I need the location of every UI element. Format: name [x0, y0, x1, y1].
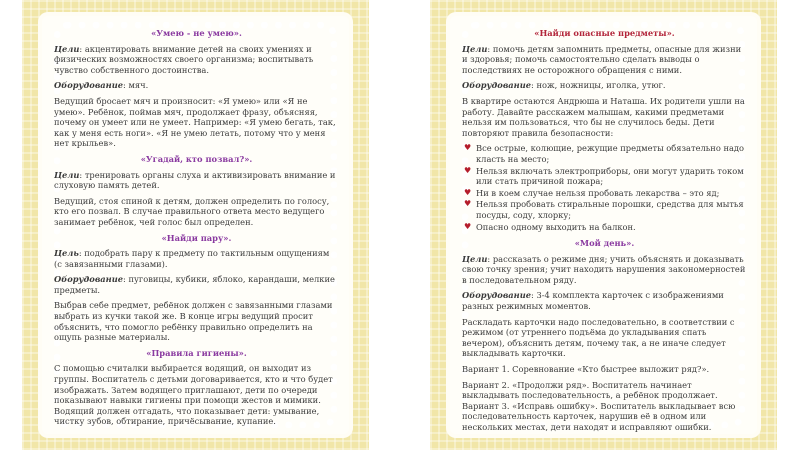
- body-paragraph: Вариант 1. Соревнование «Кто быстрее выложит ряд?».: [462, 364, 710, 375]
- equipment-paragraph: [462, 80, 747, 91]
- goal-label: Цели: [54, 169, 80, 180]
- list-item: [462, 143, 747, 164]
- section-title: «Найди опасные предметы».: [534, 28, 675, 38]
- goal-text: : подобрать пару к предмету по тактильным ощущениям (с завязанными глазами).: [54, 248, 330, 269]
- right-card: [430, 0, 777, 450]
- left-paper: [42, 16, 349, 434]
- goal-label: Цели: [54, 43, 80, 54]
- goal-paragraph: [54, 170, 339, 191]
- goal-paragraph: [462, 254, 747, 286]
- section-title: «Найди пару».: [161, 232, 232, 243]
- equipment-label: Оборудование: [54, 80, 124, 91]
- heart-icon: ♥: [464, 221, 472, 231]
- equipment-paragraph: [462, 290, 747, 311]
- list-item: [462, 166, 747, 187]
- goal-label: Цель: [54, 248, 79, 259]
- equipment-text: : нож, ножницы, иголка, утюг.: [531, 80, 666, 91]
- goal-text: : акцентировать внимание детей на своих умениях и физических возможностях своего организма; воспитывать чувство собственного достоинства.: [54, 43, 314, 75]
- equipment-text: : 3-4 комплекта карточек с изображениями разных режимных моментов.: [462, 290, 724, 312]
- heart-icon: ♥: [464, 187, 472, 197]
- goal-paragraph: [54, 248, 339, 269]
- goal-text: : тренировать органы слуха и активизировать внимание и слуховую память детей.: [54, 169, 336, 191]
- equipment-label: Оборудование: [462, 290, 532, 301]
- left-content: [54, 28, 339, 427]
- equipment-paragraph: [54, 274, 339, 295]
- right-paper: [450, 16, 757, 434]
- equipment-paragraph: [54, 80, 339, 91]
- list-item: [462, 222, 747, 233]
- goal-label: Цели: [462, 43, 488, 54]
- body-paragraph: Раскладать карточки надо последовательно, в соответствии с режимом (от утреннего подъёма до укладывания спать вечером), объяснить детям, почему так, а не иначе следует выкладывать карточки.: [462, 316, 735, 359]
- intro-paragraph: В квартире остаются Андрюша и Наташа. Их родители ушли на работу. Давайте расскажем малышам, какими предметами нельзя им пользоваться, что бы не случилось беды. Дети повторяют правила безопасности:: [462, 95, 745, 138]
- body-paragraph: С помощью считалки выбирается водящий, он выходит из группы. Воспитатель с детьми договаривается, кто и что будет изображать. Затем водящего приглашают, дети по очереди показывают навыки гигиены при помощи жестов и мимики. Водящий должен отгадать, что показывает дети: умывание, чистку зубов, обтирание, причёсывание, купание.: [54, 363, 333, 427]
- goal-label: Цели: [462, 253, 488, 264]
- heart-icon: ♥: [464, 199, 472, 209]
- goal-text: : рассказать о режиме дня; учить объяснять и доказывать свою точку зрения; учит находить нарушения закономерностей в последовательном ряду.: [462, 253, 746, 285]
- rule-text: Все острые, колющие, режущие предметы обязательно надо класть на место;: [476, 143, 745, 164]
- left-card: [22, 0, 369, 450]
- rule-text: Опасно одному выходить на балкон.: [476, 221, 636, 232]
- goal-text: : помочь детям запомнить предметы, опасные для жизни и здоровья; помочь самостоятельно сделать выводы о последствиях не осторожного обращения с ними.: [462, 43, 742, 75]
- right-content: [462, 28, 747, 432]
- body-paragraph: Выбрав себе предмет, ребёнок должен с завязанными глазами выбрать из кучки такой же. В конце игры ведущий просит объяснить, что помогло ребёнку правильно определить на ощупь разные материалы.: [54, 300, 333, 343]
- goal-paragraph: [462, 44, 747, 76]
- section-title: «Умею - не умею».: [151, 28, 242, 38]
- section-title: «Угадай, кто позвал?».: [140, 153, 253, 164]
- heart-icon: ♥: [464, 143, 472, 153]
- body-paragraph: Ведущий, стоя спиной к детям, должен определить по голосу, кто его позвал. В случае правильного ответа место ведущего занимает ребёнок, чей голос был определен.: [54, 195, 330, 227]
- equipment-label: Оборудование: [462, 80, 532, 91]
- list-item: [462, 199, 747, 220]
- section-title: «Правила гигиены».: [146, 347, 247, 358]
- list-item: [462, 188, 747, 199]
- rule-text: Нельзя включать электроприборы, они могут ударить током или стать причиной пожара;: [476, 165, 744, 187]
- section-title: «Мой день».: [574, 238, 635, 249]
- body-paragraph: Ведущий бросает мяч и произносит: «Я умею» или «Я не умею». Ребёнок, поймав мяч, продолжает фразу, объясняя, почему он умеет или не умеет. Например: «Я умею бегать, так, как у меня есть ноги». «Я не умею летать, потому что у меня нет крыльев».: [54, 95, 336, 149]
- equipment-text: : пуговицы, кубики, яблоко, карандаши, мелкие предметы.: [54, 274, 335, 295]
- safety-rules-list: [462, 143, 747, 232]
- heart-icon: ♥: [464, 165, 472, 175]
- equipment-label: Оборудование: [54, 274, 124, 285]
- rule-text: Ни в коем случае нельзя пробовать лекарства – это яд;: [476, 187, 720, 198]
- goal-paragraph: [54, 44, 339, 76]
- equipment-text: : мяч.: [123, 80, 149, 91]
- rule-text: Нельзя пробовать стиральные порошки, средства для мытья посуды, соду, хлорку;: [476, 199, 744, 220]
- body-paragraph: Вариант 2. «Продолжи ряд». Воспитатель начинает выкладывать последовательность, а ребёнок продолжает. Вариант 3. «Исправь ошибку». Воспитатель выкладывает всю последовательность карточек, нарушив её в одном или нескольких местах, дети находят и исправляют ошибки.: [462, 379, 736, 432]
